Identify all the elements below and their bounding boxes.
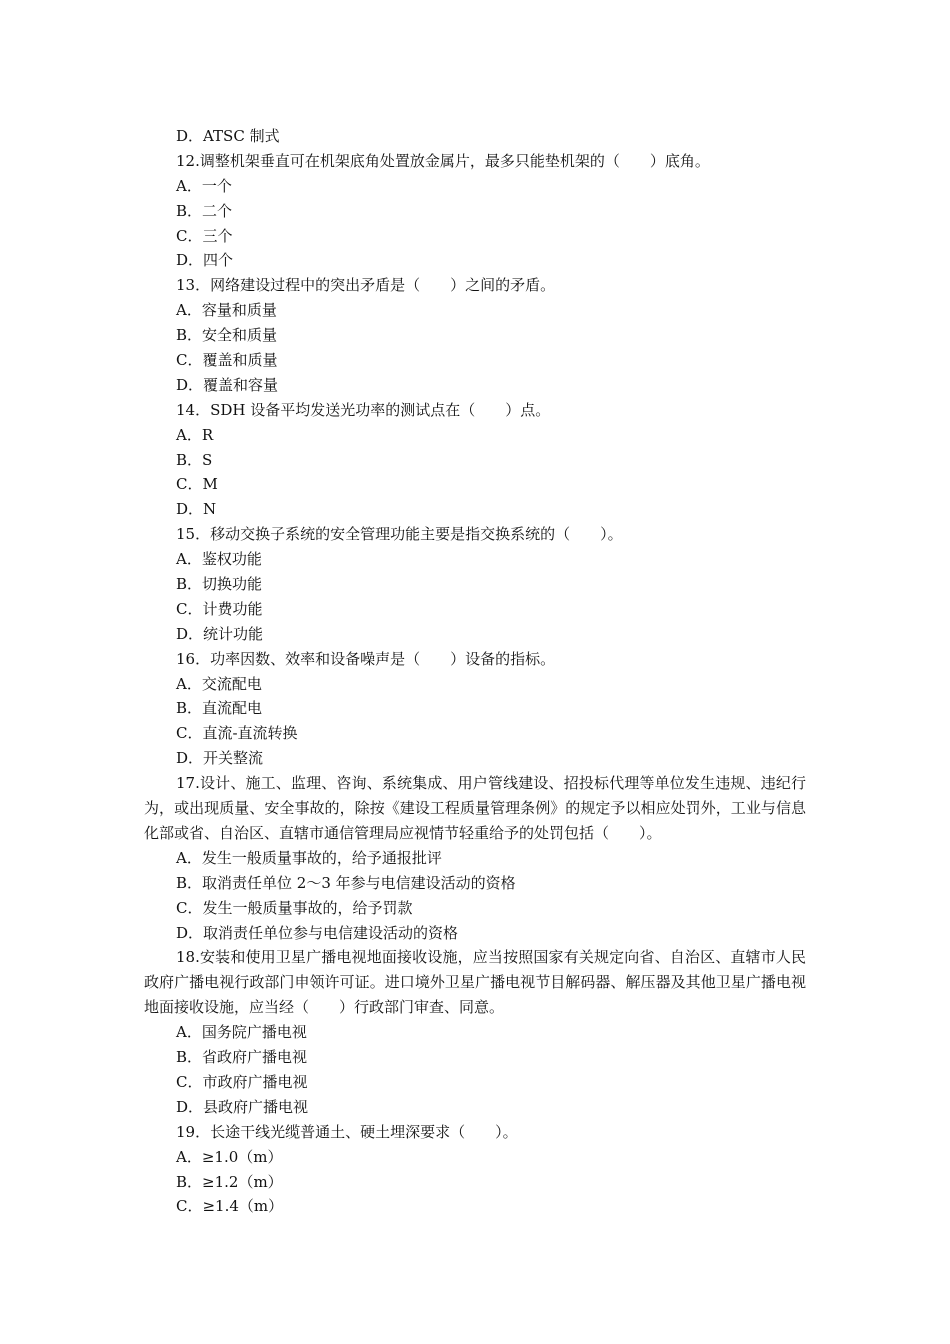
answer-option: D．取消责任单位参与电信建设活动的资格 xyxy=(176,923,459,942)
answer-option: C．发生一般质量事故的，给予罚款 xyxy=(176,898,413,917)
answer-option: D．覆盖和容量 xyxy=(176,375,279,394)
answer-option: D．县政府广播电视 xyxy=(176,1097,309,1116)
answer-option: A．发生一般质量事故的，给予通报批评 xyxy=(176,848,442,867)
question-text: 15．移动交换子系统的安全管理功能主要是指交换系统的（ ）。 xyxy=(176,525,623,544)
answer-option: D．开关整流 xyxy=(176,749,264,768)
answer-option: B．S xyxy=(176,450,213,469)
answer-option: D．统计功能 xyxy=(176,624,264,643)
answer-option: D．N xyxy=(176,500,217,519)
answer-option: A．≥1.0（m） xyxy=(176,1147,283,1166)
answer-option: C．≥1.4（m） xyxy=(176,1197,284,1216)
answer-option: C．M xyxy=(176,475,218,494)
answer-option: A．R xyxy=(176,425,214,444)
answer-option: B．二个 xyxy=(176,201,233,220)
answer-option: C．覆盖和质量 xyxy=(176,351,278,370)
answer-option: C．计费功能 xyxy=(176,599,263,618)
answer-option: C．市政府广播电视 xyxy=(176,1072,308,1091)
answer-option: D．四个 xyxy=(176,251,234,270)
answer-option: B．≥1.2（m） xyxy=(176,1172,283,1191)
question-text: 14．SDH 设备平均发送光功率的测试点在（ ）点。 xyxy=(176,400,551,419)
answer-option: A．容量和质量 xyxy=(176,301,277,320)
question-paragraph: 18.安装和使用卫星广播电视地面接收设施，应当按照国家有关规定向省、自治区、直辖市人民政府广播电视行政部门申领许可证。进口境外卫星广播电视节目解码器、解压器及其他卫星广播电视地面接收设施，应当经（ ）行政部门审查、同意。 xyxy=(144,948,806,1017)
answer-option: B．安全和质量 xyxy=(176,326,278,345)
question-text: 13．网络建设过程中的突出矛盾是（ ）之间的矛盾。 xyxy=(176,276,556,295)
answer-option: C．三个 xyxy=(176,226,233,245)
answer-option: B．取消责任单位 2～3 年参与电信建设活动的资格 xyxy=(176,873,516,892)
document-body xyxy=(144,124,806,1219)
answer-option: C．直流-直流转换 xyxy=(176,724,298,743)
answer-option: B．省政府广播电视 xyxy=(176,1048,308,1067)
answer-option: A．国务院广播电视 xyxy=(176,1023,307,1042)
answer-option: A．交流配电 xyxy=(176,674,262,693)
question-text: 12.调整机架垂直可在机架底角处置放金属片，最多只能垫机架的（ ）底角。 xyxy=(176,151,710,170)
question-text: 16．功率因数、效率和设备噪声是（ ）设备的指标。 xyxy=(176,649,556,668)
question-paragraph: 17.设计、施工、监理、咨询、系统集成、用户管线建设、招投标代理等单位发生违规、违纪行为，或出现质量、安全事故的，除按《建设工程质量管理条例》的规定予以相应处罚外，工业与信息化部或省、自治区、直辖市通信管理局应视情节轻重给予的处罚包括（ ）。 xyxy=(144,774,806,842)
answer-option: B．切换功能 xyxy=(176,575,263,594)
answer-option: A．一个 xyxy=(176,176,232,195)
question-text: 19．长途干线光缆普通土、硬土埋深要求（ ）。 xyxy=(176,1122,518,1141)
answer-option: B．直流配电 xyxy=(176,699,263,718)
answer-option: A．鉴权功能 xyxy=(176,550,262,569)
answer-option: D．ATSC 制式 xyxy=(176,127,280,145)
